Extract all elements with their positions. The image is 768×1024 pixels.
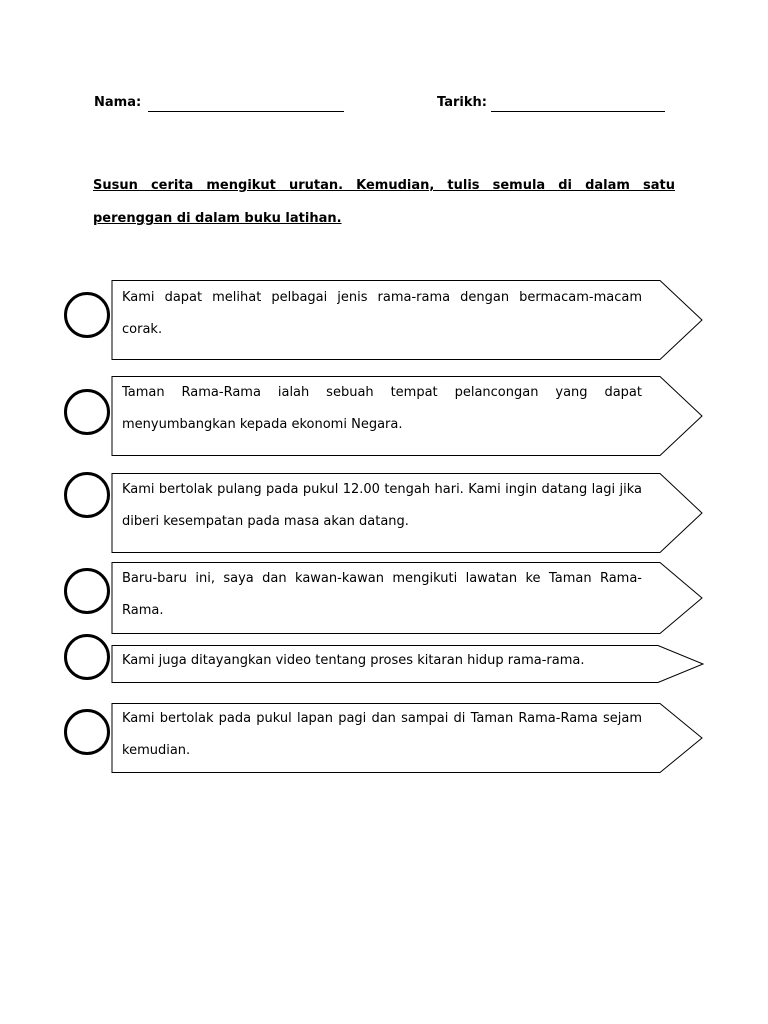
order-circle[interactable] [64, 292, 110, 338]
story-step [0, 645, 768, 683]
story-step [0, 562, 768, 634]
step-text: Taman Rama-Rama ialah sebuah tempat pelancongan yang dapat menyumbangkan kepada ekonomi Negara. [122, 385, 642, 432]
order-circle[interactable] [64, 709, 110, 755]
order-circle[interactable] [64, 472, 110, 518]
name-field[interactable] [148, 111, 344, 112]
order-circle[interactable] [64, 634, 110, 680]
story-step [0, 703, 768, 773]
order-circle[interactable] [64, 568, 110, 614]
date-label: Tarikh: [437, 95, 487, 110]
date-field[interactable] [491, 111, 665, 112]
story-step [0, 473, 768, 553]
step-text: Kami juga ditayangkan video tentang proses kitaran hidup rama-rama. [122, 653, 585, 668]
story-step [0, 280, 768, 360]
step-text: Kami bertolak pulang pada pukul 12.00 tengah hari. Kami ingin datang lagi jika diberi kesempatan pada masa akan datang. [122, 482, 642, 529]
name-label: Nama: [94, 95, 142, 110]
step-text: Kami bertolak pada pukul lapan pagi dan sampai di Taman Rama-Rama sejam kemudian. [122, 711, 642, 758]
instruction-line-2: perenggan di dalam buku latihan. [93, 211, 342, 226]
instruction-line-1: Susun cerita mengikut urutan. Kemudian, tulis semula di dalam satu [93, 178, 675, 193]
order-circle[interactable] [64, 389, 110, 435]
step-text: Kami dapat melihat pelbagai jenis rama-rama dengan bermacam-macam corak. [122, 290, 642, 337]
story-step [0, 376, 768, 456]
step-text: Baru-baru ini, saya dan kawan-kawan mengikuti lawatan ke Taman Rama-Rama. [122, 571, 642, 618]
